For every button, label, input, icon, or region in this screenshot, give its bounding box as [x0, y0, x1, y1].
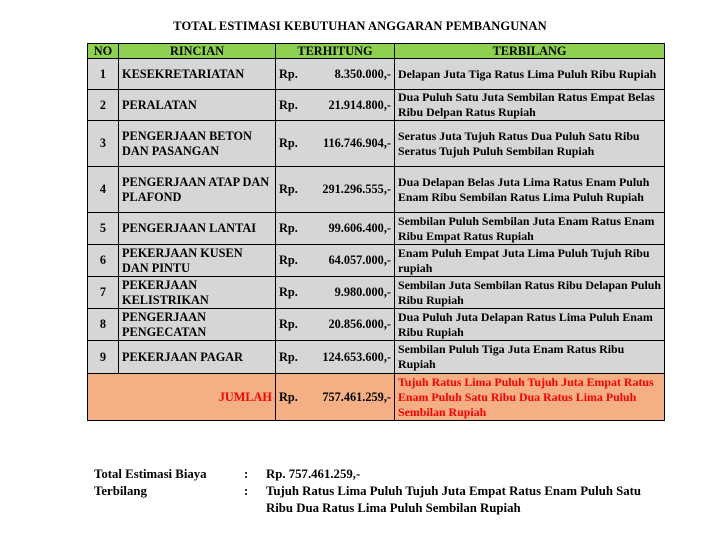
- total-words: Tujuh Ratus Lima Puluh Tujuh Juta Empat Ratus Enam Puluh Satu Ribu Dua Ratus Lima Puluh Sembilan Rupiah: [395, 374, 665, 421]
- currency-label: Rp.: [279, 97, 298, 112]
- table-row: [88, 341, 665, 374]
- row-no: 9: [88, 341, 119, 374]
- header-rincian: RINCIAN: [119, 44, 276, 59]
- row-amount: [276, 341, 395, 374]
- colon: :: [244, 467, 249, 481]
- amount-value: 9.980.000,-: [334, 285, 391, 299]
- row-no: 2: [88, 90, 119, 121]
- row-words: Sembilan Puluh Sembilan Juta Enam Ratus Enam Ribu Empat Ratus Rupiah: [395, 213, 665, 245]
- table-header-row: [88, 44, 665, 59]
- row-no: 6: [88, 245, 119, 277]
- amount-value: 8.350.000,-: [334, 66, 391, 81]
- words-value: Tujuh Ratus Lima Puluh Tujuh Juta Empat Ratus Enam Puluh Satu Ribu Dua Ratus Lima Puluh Sembilan Rupiah: [266, 484, 642, 515]
- row-amount: [276, 121, 395, 167]
- row-words: Sembilan Juta Sembilan Ratus Ribu Delapan Puluh Ribu Rupiah: [395, 277, 665, 309]
- words-label: Terbilang: [94, 484, 147, 498]
- table-row: [88, 59, 665, 90]
- row-rincian: PEKERJAAN PAGAR: [119, 341, 276, 374]
- row-rincian: KESEKRETARIATAN: [119, 59, 276, 90]
- amount-value: 124.653.600,-: [322, 349, 391, 364]
- total-label: JUMLAH: [88, 374, 276, 421]
- currency-label: Rp.: [279, 349, 298, 364]
- row-rincian: PENGERJAAN BETON DAN PASANGAN: [119, 121, 276, 167]
- currency-label: Rp.: [279, 136, 298, 150]
- total-amount: [276, 374, 395, 421]
- row-amount: [276, 59, 395, 90]
- amount-value: 64.057.000,-: [328, 253, 391, 267]
- currency-label: Rp.: [279, 253, 298, 267]
- row-no: 3: [88, 121, 119, 167]
- row-no: 5: [88, 213, 119, 245]
- header-no: NO: [88, 44, 119, 59]
- row-rincian: PENGERJAAN LANTAI: [119, 213, 276, 245]
- table-row: [88, 167, 665, 213]
- row-words: Enam Puluh Empat Juta Lima Puluh Tujuh Ribu rupiah: [395, 245, 665, 277]
- amount-value: 116.746.904,-: [323, 136, 391, 150]
- table-row: [88, 121, 665, 167]
- currency-label: Rp.: [279, 317, 298, 331]
- amount-value: 21.914.800,-: [328, 97, 391, 112]
- amount-value: 99.606.400,-: [328, 221, 391, 235]
- estimate-value: Rp. 757.461.259,-: [266, 467, 361, 481]
- row-no: 1: [88, 59, 119, 90]
- total-row: [88, 374, 665, 421]
- row-rincian: PERALATAN: [119, 90, 276, 121]
- summary-block: [94, 466, 666, 517]
- currency-label: Rp.: [279, 66, 298, 81]
- table-row: [88, 277, 665, 309]
- document-title: TOTAL ESTIMASI KEBUTUHAN ANGGARAN PEMBANGUNAN: [173, 19, 547, 33]
- row-rincian: PENGERJAAN ATAP DAN PLAFOND: [119, 167, 276, 213]
- row-rincian: PEKERJAAN KUSEN DAN PINTU: [119, 245, 276, 277]
- table-row: [88, 309, 665, 341]
- amount-value: 20.856.000,-: [328, 317, 391, 331]
- row-rincian: PENGERJAAN PENGECATAN: [119, 309, 276, 341]
- summary-estimate-row: [94, 466, 666, 483]
- table-row: [88, 213, 665, 245]
- row-amount: [276, 277, 395, 309]
- table-row: [88, 90, 665, 121]
- row-words: Dua Puluh Juta Delapan Ratus Lima Puluh Enam Ribu Rupiah: [395, 309, 665, 341]
- amount-value: 291.296.555,-: [322, 182, 391, 196]
- row-amount: [276, 309, 395, 341]
- currency-label: Rp.: [279, 182, 298, 196]
- row-rincian: PEKERJAAN KELISTRIKAN: [119, 277, 276, 309]
- table-row: [88, 245, 665, 277]
- budget-table: [87, 43, 665, 421]
- row-words: Sembilan Puluh Tiga Juta Enam Ratus Ribu Rupiah: [395, 341, 665, 374]
- row-no: 8: [88, 309, 119, 341]
- total-amount-value: 757.461.259,-: [322, 389, 391, 404]
- estimate-label: Total Estimasi Biaya: [94, 467, 207, 481]
- row-no: 7: [88, 277, 119, 309]
- row-words: Seratus Juta Tujuh Ratus Dua Puluh Satu Ribu Seratus Tujuh Puluh Sembilan Rupiah: [395, 121, 665, 167]
- row-amount: [276, 245, 395, 277]
- header-terbilang: TERBILANG: [395, 44, 665, 59]
- header-terhitung: TERHITUNG: [276, 44, 395, 59]
- row-words: Delapan Juta Tiga Ratus Lima Puluh Ribu Rupiah: [395, 59, 665, 90]
- summary-words-row: [94, 483, 666, 517]
- row-words: Dua Puluh Satu Juta Sembilan Ratus Empat Belas Ribu Delpan Ratus Rupiah: [395, 90, 665, 121]
- currency-label: Rp.: [279, 285, 298, 299]
- row-amount: [276, 167, 395, 213]
- currency-label: Rp.: [279, 389, 298, 404]
- colon: :: [244, 484, 249, 498]
- row-words: Dua Delapan Belas Juta Lima Ratus Enam Puluh Enam Ribu Sembilan Ratus Lima Puluh Rupiah: [395, 167, 665, 213]
- row-amount: [276, 213, 395, 245]
- row-no: 4: [88, 167, 119, 213]
- currency-label: Rp.: [279, 221, 298, 235]
- row-amount: [276, 90, 395, 121]
